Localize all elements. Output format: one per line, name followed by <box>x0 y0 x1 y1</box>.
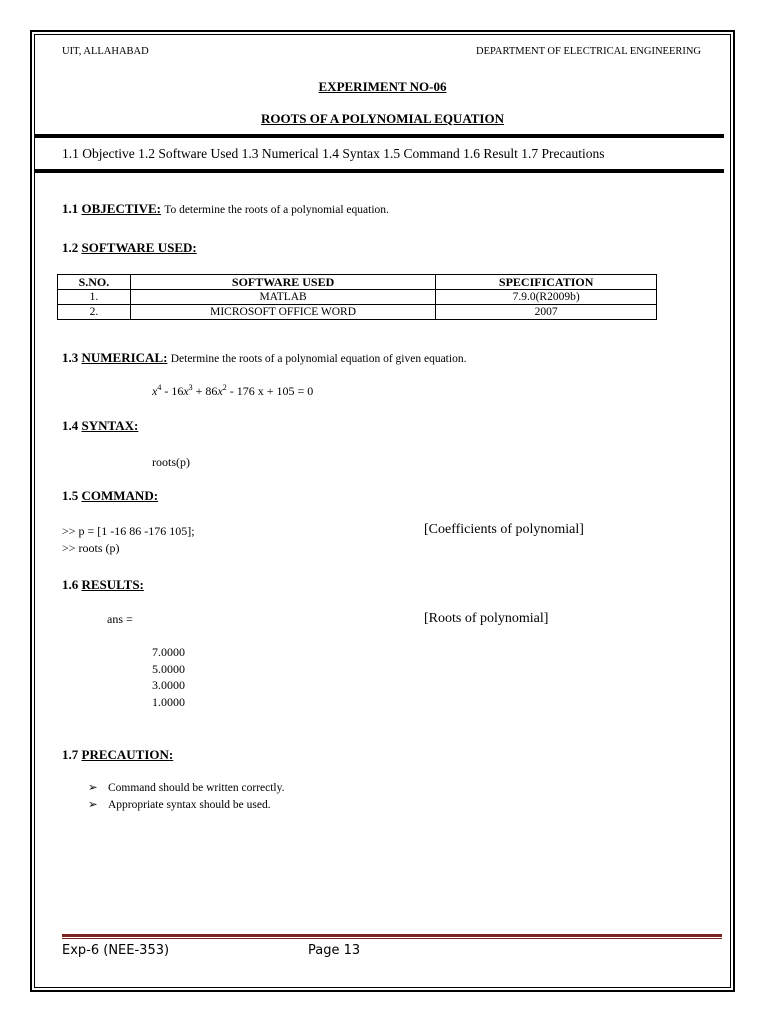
page-border-inner <box>34 34 731 988</box>
list-item <box>88 780 285 797</box>
list-item-text: Appropriate syntax should be used. <box>108 799 271 811</box>
table-of-contents: 1.1 Objective 1.2 Software Used 1.3 Numerical 1.4 Syntax 1.5 Command 1.6 Result 1.7 Precautions <box>62 146 605 161</box>
results-ans-label: ans = <box>107 612 133 626</box>
header-department: DEPARTMENT OF ELECTRICAL ENGINEERING <box>476 46 702 57</box>
software-number: 1.2 <box>62 240 79 255</box>
table-cell: 2007 <box>436 305 657 320</box>
command-heading: COMMAND: <box>81 488 159 503</box>
toc-bottom-rule <box>34 169 724 173</box>
numerical-colon: : <box>163 350 168 365</box>
results-values <box>152 644 185 710</box>
top-rule <box>34 134 724 138</box>
table-header-row <box>58 275 657 290</box>
results-section <box>62 577 144 593</box>
eq-exp: 4 <box>157 383 162 392</box>
eq-exp: 3 <box>188 383 193 392</box>
precaution-list <box>88 780 285 814</box>
footer-rule-thin <box>62 938 722 939</box>
numerical-text: Determine the roots of a polynomial equation of given equation. <box>170 353 467 365</box>
column-header: S.NO. <box>58 275 131 290</box>
footer-rule <box>62 934 722 937</box>
command-line-1: >> p = [1 -16 86 -176 105]; <box>62 524 195 538</box>
objective-text: To determine the roots of a polynomial equation. <box>164 204 389 216</box>
software-section <box>62 240 197 256</box>
table-row <box>58 290 657 305</box>
objective-number: 1.1 <box>62 201 79 216</box>
results-number: 1.6 <box>62 577 79 592</box>
column-header: SOFTWARE USED <box>130 275 435 290</box>
eq-var: x <box>152 384 158 398</box>
table-cell: 1. <box>58 290 131 305</box>
footer-page-number: Page 13 <box>308 943 361 958</box>
precaution-number: 1.7 <box>62 747 79 762</box>
eq-term: - 16 <box>161 384 184 398</box>
results-note: [Roots of polynomial] <box>424 611 549 626</box>
results-heading: RESULTS: <box>81 577 144 592</box>
header-institute: UIT, ALLAHABAD <box>62 46 149 57</box>
command-line-2: >> roots (p) <box>62 541 120 555</box>
numerical-heading: NUMERICAL <box>81 350 164 365</box>
experiment-subtitle: ROOTS OF A POLYNOMIAL EQUATION <box>261 111 504 126</box>
table-row <box>58 305 657 320</box>
syntax-heading: SYNTAX: <box>81 418 139 433</box>
software-table <box>57 274 657 320</box>
column-header: SPECIFICATION <box>436 275 657 290</box>
footer-experiment-code: Exp-6 (NEE-353) <box>62 943 170 958</box>
eq-exp: 2 <box>222 383 227 392</box>
objective-section <box>62 201 389 217</box>
table-cell: MATLAB <box>130 290 435 305</box>
eq-var: x <box>183 384 189 398</box>
syntax-number: 1.4 <box>62 418 79 433</box>
root-value: 1.0000 <box>152 694 185 709</box>
numerical-number: 1.3 <box>62 350 79 365</box>
eq-term: - 176 x + 105 = 0 <box>226 384 314 398</box>
list-item-text: Command should be written correctly. <box>108 782 285 794</box>
root-value: 3.0000 <box>152 678 185 692</box>
precaution-section <box>62 747 173 763</box>
command-section <box>62 488 158 504</box>
eq-var: x <box>217 384 223 398</box>
table-cell: 7.9.0(R2009b) <box>436 290 657 305</box>
experiment-title: EXPERIMENT NO-06 <box>318 79 447 94</box>
list-item <box>88 797 285 814</box>
objective-heading: OBJECTIVE: <box>81 201 161 216</box>
table-cell: MICROSOFT OFFICE WORD <box>130 305 435 320</box>
root-value: 5.0000 <box>152 661 185 676</box>
numerical-section <box>62 350 466 366</box>
command-note: [Coefficients of polynomial] <box>424 522 584 537</box>
eq-term: + 86 <box>192 384 218 398</box>
polynomial-equation <box>152 383 313 399</box>
precaution-heading: PRECAUTION: <box>81 747 174 762</box>
root-value: 7.0000 <box>152 645 185 659</box>
software-heading: SOFTWARE USED: <box>81 240 197 255</box>
command-number: 1.5 <box>62 488 79 503</box>
table-cell: 2. <box>58 305 131 320</box>
arrow-bullet-icon: ➢ <box>88 799 98 811</box>
arrow-bullet-icon: ➢ <box>88 782 98 794</box>
syntax-code: roots(p) <box>152 455 190 469</box>
syntax-section <box>62 418 138 434</box>
